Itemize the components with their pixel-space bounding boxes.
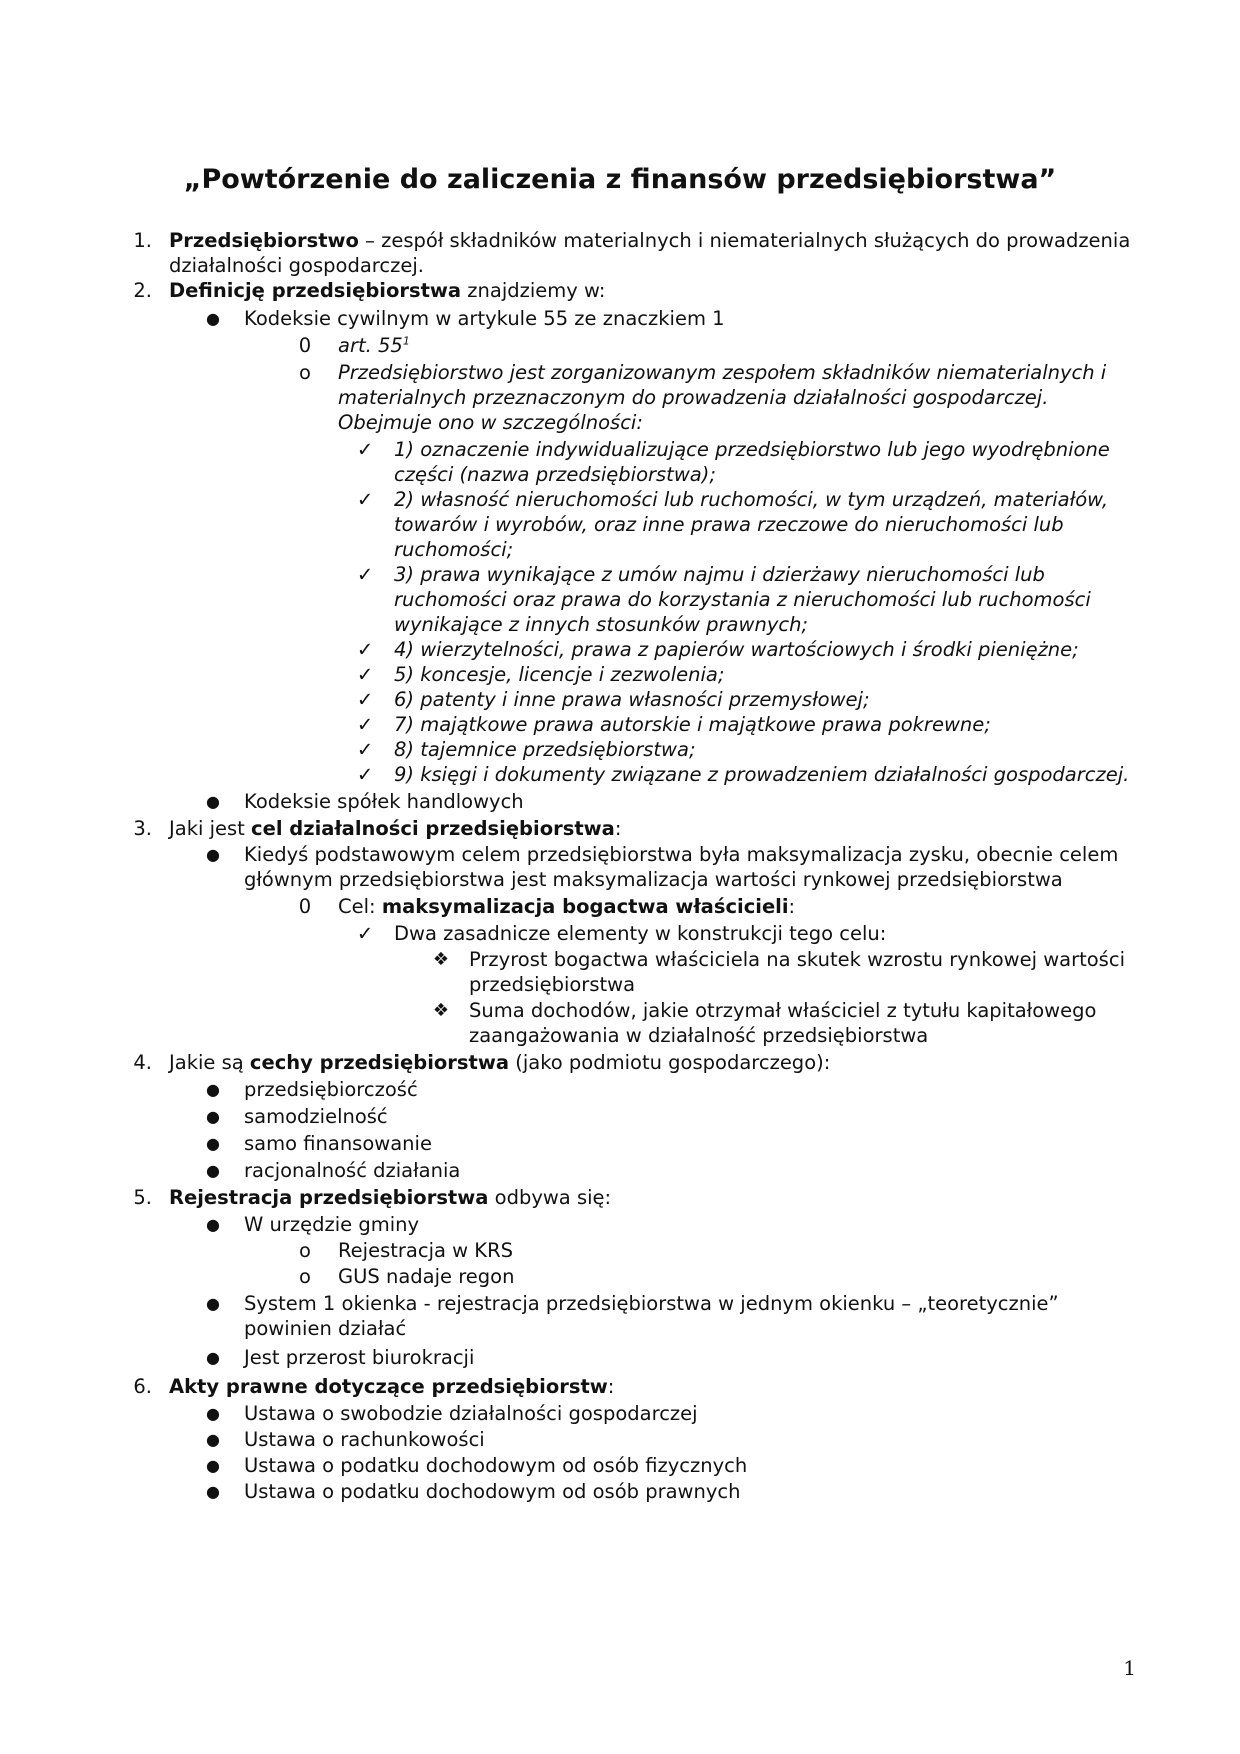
section-2 <box>130 278 1140 303</box>
bullet-icon: ● <box>206 845 220 864</box>
check-list <box>130 437 1140 787</box>
document-title: „Powtórzenie do zaliczenia z finansów przedsiębiorstwa” <box>183 164 1057 195</box>
check-item <box>130 762 1140 787</box>
bullet-icon: ● <box>206 1456 220 1475</box>
section-number: 3. <box>133 817 152 840</box>
bullet-icon: ● <box>206 1430 220 1449</box>
check-item <box>130 921 1140 946</box>
bullet-item-text: przedsiębiorczość <box>244 1078 418 1101</box>
bullet-item <box>130 842 1140 892</box>
bullet-item <box>130 306 1140 331</box>
bullet-text: System 1 okienka - rejestracja przedsiębiorstwa w jednym okienku – „teoretycznie” powinien działać <box>244 1292 1059 1340</box>
section-heading: Rejestracja przedsiębiorstwa <box>169 1186 489 1209</box>
check-item-text: 1) oznaczenie indywidualizujące przedsiębiorstwo lub jego wyodrębnione części (nazwa przedsiębiorstwa); <box>394 438 1110 486</box>
document-content <box>130 228 1140 1504</box>
bullet-icon: ● <box>206 1215 220 1234</box>
legal-acts-list <box>130 1401 1140 1504</box>
bullet-icon: ● <box>206 309 220 328</box>
section-text: znajdziemy w: <box>461 279 606 302</box>
bullet-text: Jest przerost biurokracji <box>244 1346 475 1369</box>
check-icon: ✓ <box>356 713 374 736</box>
sub-item <box>130 1264 1140 1289</box>
bullet-item <box>130 1077 1140 1102</box>
check-item <box>130 487 1140 562</box>
features-list <box>130 1077 1140 1183</box>
bullet-item <box>130 1104 1140 1129</box>
article-ref: art. $55^1$ <box>338 334 410 357</box>
check-icon: ✓ <box>356 688 374 711</box>
check-icon: ✓ <box>356 563 374 586</box>
check-item <box>130 562 1140 637</box>
bullet-item-text: Ustawa o swobodzie działalności gospodarczej <box>244 1402 698 1425</box>
sub-item: 0 Cel: maksymalizacja bogactwa właścicieli: <box>298 895 796 918</box>
diamond-icon: ❖ <box>432 1000 450 1021</box>
check-item <box>130 737 1140 762</box>
bullet-icon: ● <box>206 1348 220 1367</box>
sub-item <box>130 333 1140 358</box>
bullet-item <box>130 1291 1140 1341</box>
check-icon: ✓ <box>356 663 374 686</box>
bullet-icon: ● <box>206 1107 220 1126</box>
section-heading: Akty prawne dotyczące przedsiębiorstw <box>169 1375 608 1398</box>
bullet-item <box>130 1212 1140 1237</box>
check-text: Dwa zasadnicze elementy w konstrukcji tego celu: <box>394 922 887 945</box>
section-4: 4. Jakie są cechy przedsiębiorstwa (jako podmiotu gospodarczego): <box>130 1050 1140 1075</box>
bullet-item <box>130 1427 1140 1452</box>
check-item-text: 7) majątkowe prawa autorskie i majątkowe prawa pokrewne; <box>394 713 991 736</box>
sub-item <box>130 1238 1140 1263</box>
check-icon: ✓ <box>356 438 374 461</box>
bullet-item-text: racjonalność działania <box>244 1159 461 1182</box>
check-icon: ✓ <box>356 738 374 761</box>
section-heading: Przedsiębiorstwo <box>169 229 359 252</box>
sub-item <box>130 360 1140 435</box>
section-number: 6. <box>133 1375 152 1398</box>
check-item <box>130 712 1140 737</box>
check-item-text: 4) wierzytelności, prawa z papierów wartościowych i środki pieniężne; <box>394 638 1079 661</box>
section-heading: cel działalności przedsiębiorstwa <box>251 817 615 840</box>
check-item <box>130 662 1140 687</box>
sub-marker: 0 <box>298 895 312 918</box>
section-1 <box>130 228 1140 278</box>
bullet-item-text: Ustawa o podatku dochodowym od osób fizycznych <box>244 1454 748 1477</box>
diamond-item <box>130 998 1140 1048</box>
section-heading: cechy przedsiębiorstwa <box>249 1051 510 1074</box>
check-item-text: 9) księgi i dokumenty związane z prowadzeniem działalności gospodarczej. <box>394 763 1130 786</box>
bullet-text: Kodeksie spółek handlowych <box>244 790 524 813</box>
bullet-item <box>130 789 1140 814</box>
check-icon: ✓ <box>356 922 374 945</box>
bullet-icon: ● <box>206 792 220 811</box>
bullet-item <box>130 1453 1140 1478</box>
goal-heading: maksymalizacja bogactwa właścicieli <box>381 895 789 918</box>
check-icon: ✓ <box>356 488 374 511</box>
bullet-text: Kodeksie cywilnym w artykule 55 ze znaczkiem 1 <box>244 307 725 330</box>
bullet-item-text: samodzielność <box>244 1105 388 1128</box>
check-item <box>130 637 1140 662</box>
bullet-icon: ● <box>206 1482 220 1501</box>
sub-marker: o <box>299 1265 311 1288</box>
sub-text: Rejestracja w KRS <box>338 1239 514 1262</box>
bullet-icon: ● <box>206 1294 220 1313</box>
sub-text: GUS nadaje regon <box>338 1265 515 1288</box>
sub-marker: o <box>299 361 311 384</box>
diamond-text: Suma dochodów, jakie otrzymał właściciel z tytułu kapitałowego zaangażowania w działalność przedsiębiorstwa <box>469 999 1097 1047</box>
section-3: 3. Jaki jest cel działalności przedsiębiorstwa: <box>130 816 1140 841</box>
check-item-text: 6) patenty i inne prawa własności przemysłowej; <box>394 688 870 711</box>
bullet-item-text: samo finansowanie <box>244 1132 432 1155</box>
bullet-item-text: Ustawa o rachunkowości <box>244 1428 485 1451</box>
bullet-item <box>130 1401 1140 1426</box>
section-5: 5. Rejestracja przedsiębiorstwa odbywa się: <box>130 1185 1140 1210</box>
section-6: 6. Akty prawne dotyczące przedsiębiorstw: <box>130 1374 1140 1399</box>
bullet-icon: ● <box>206 1404 220 1423</box>
bullet-text: W urzędzie gminy <box>244 1213 420 1236</box>
diamond-icon: ❖ <box>432 949 450 970</box>
bullet-item <box>130 1479 1140 1504</box>
check-item <box>130 437 1140 487</box>
check-item-text: 8) tajemnice przedsiębiorstwa; <box>394 738 696 761</box>
section-heading: Definicję przedsiębiorstwa <box>169 279 462 302</box>
bullet-item <box>130 1158 1140 1183</box>
bullet-icon: ● <box>206 1161 220 1180</box>
section-number: 1. <box>133 229 152 252</box>
check-item-text: 2) własność nieruchomości lub ruchomości, w tym urządzeń, materiałów, towarów i wyrobów, oraz inne prawa rzeczowe do nieruchomości lub ruchomości; <box>394 488 1109 561</box>
bullet-item <box>130 1345 1140 1370</box>
check-item <box>130 687 1140 712</box>
page-number: 1 <box>1123 1656 1136 1680</box>
article-text: Przedsiębiorstwo jest zorganizowanym zespołem składników niematerialnych i materialnych przeznaczonym do prowadzenia działalności gospodarczej. Obejmuje ono w szczególności: <box>338 361 1107 434</box>
check-icon: ✓ <box>356 638 374 661</box>
check-icon: ✓ <box>356 763 374 786</box>
check-item-text: 5) koncesje, licencje i zezwolenia; <box>394 663 725 686</box>
section-number: 5. <box>133 1186 152 1209</box>
section-text: – zespół składników materialnych i niematerialnych służących do prowadzenia działalności gospodarczej. <box>169 229 1131 277</box>
bullet-icon: ● <box>206 1080 220 1099</box>
diamond-item <box>130 947 1140 997</box>
bullet-item <box>130 1131 1140 1156</box>
check-item-text: 3) prawa wynikające z umów najmu i dzierżawy nieruchomości lub ruchomości oraz prawa do korzystania z nieruchomości lub ruchomości wynikające z innych stosunków prawnych; <box>394 563 1091 636</box>
section-number: 2. <box>133 279 152 302</box>
bullet-item-text: Ustawa o podatku dochodowym od osób prawnych <box>244 1480 741 1503</box>
section-number: 4. <box>133 1051 152 1074</box>
bullet-icon: ● <box>206 1134 220 1153</box>
diamond-text: Przyrost bogactwa właściciela na skutek wzrostu rynkowej wartości przedsiębiorstwa <box>469 948 1125 996</box>
sub-marker: o <box>299 1239 311 1262</box>
sub-marker: 0 <box>298 334 312 357</box>
bullet-text: Kiedyś podstawowym celem przedsiębiorstwa była maksymalizacja zysku, obecnie celem głównym przedsiębiorstwa jest maksymalizacja wartości rynkowej przedsiębiorstwa <box>244 843 1119 891</box>
